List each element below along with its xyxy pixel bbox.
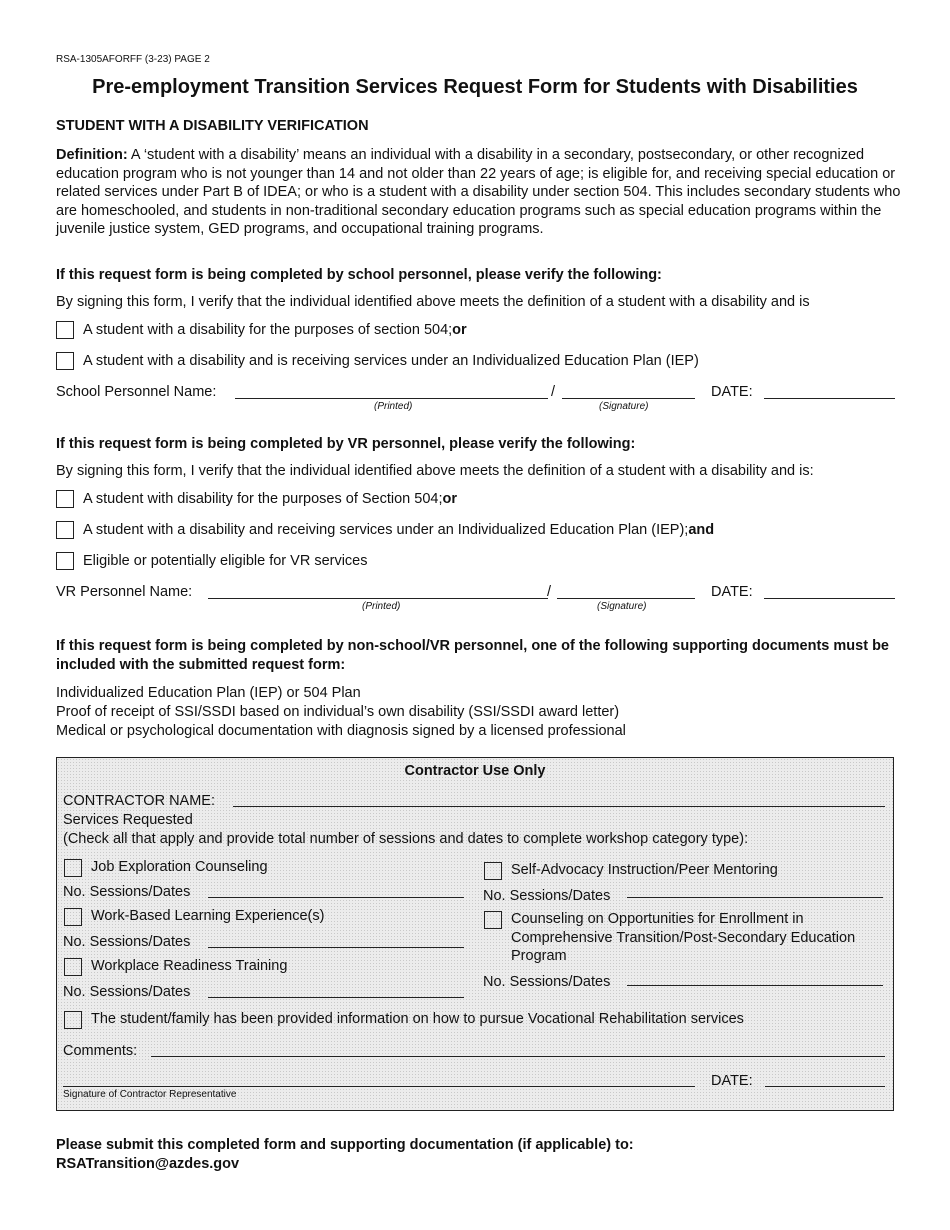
- vr-504-label: A student with disability for the purposes of Section 504;: [83, 491, 443, 507]
- vr-option-eligible[interactable]: [56, 552, 368, 570]
- vr-heading: If this request form is being completed by VR personnel, please verify the following:: [56, 436, 636, 452]
- workplace-sessions-label: No. Sessions/Dates: [63, 984, 191, 1000]
- school-printed-name-field[interactable]: [235, 398, 548, 399]
- comments-field[interactable]: [151, 1056, 885, 1057]
- supporting-documents-list: [56, 684, 626, 740]
- work-based-option[interactable]: [64, 907, 324, 926]
- section-heading: STUDENT WITH A DISABILITY VERIFICATION: [56, 118, 369, 134]
- submission-instructions: [56, 1136, 634, 1174]
- school-heading: If this request form is being completed by school personnel, please verify the following:: [56, 267, 662, 283]
- school-slash: /: [551, 384, 556, 400]
- vr-signature-field[interactable]: [557, 598, 695, 599]
- definition-label: Definition:: [56, 147, 128, 163]
- submission-text: Please submit this completed form and supporting documentation (if applicable) to:: [56, 1137, 634, 1153]
- vr-printed-caption: (Printed): [362, 601, 401, 612]
- vr-option-504[interactable]: [56, 490, 457, 508]
- job-exploration-label: Job Exploration Counseling: [91, 859, 268, 875]
- contractor-use-box: [56, 757, 894, 1111]
- vr-date-label: DATE:: [711, 584, 753, 600]
- school-option-iep[interactable]: [56, 352, 699, 370]
- vr-info-checkbox[interactable]: [64, 1011, 82, 1029]
- school-printed-caption: (Printed): [374, 401, 413, 412]
- work-based-label: Work-Based Learning Experience(s): [91, 908, 325, 924]
- school-signature-field[interactable]: [562, 398, 695, 399]
- counseling-option[interactable]: [484, 910, 884, 966]
- counseling-sessions-label: No. Sessions/Dates: [483, 974, 611, 990]
- work-based-sessions-field[interactable]: [208, 947, 464, 948]
- job-exploration-sessions-field[interactable]: [208, 897, 464, 898]
- work-based-checkbox[interactable]: [64, 908, 82, 926]
- vr-signature-caption: (Signature): [597, 601, 647, 612]
- doc-item-iep: Individualized Education Plan (IEP) or 504 Plan: [56, 685, 361, 701]
- contractor-date-field[interactable]: [765, 1086, 885, 1087]
- contractor-signature-field[interactable]: [63, 1086, 695, 1087]
- counseling-sessions-field[interactable]: [627, 985, 883, 986]
- job-exploration-option[interactable]: [64, 858, 268, 877]
- vr-statement: By signing this form, I verify that the individual identified above meets the definition of a student with a disability and is:: [56, 463, 814, 479]
- school-504-or: or: [452, 322, 467, 338]
- vr-info-label: The student/family has been provided information on how to pursue Vocational Rehabilitation services: [91, 1011, 744, 1027]
- vr-eligible-label: Eligible or potentially eligible for VR services: [83, 553, 368, 569]
- submission-email: RSATransition@azdes.gov: [56, 1156, 240, 1172]
- vr-option-iep[interactable]: [56, 521, 714, 539]
- vr-eligible-checkbox[interactable]: [56, 552, 74, 570]
- contractor-name-field[interactable]: [233, 806, 885, 807]
- vr-iep-label: A student with a disability and receiving services under an Individualized Education Plan (IEP);: [83, 522, 689, 538]
- contractor-title: Contractor Use Only: [404, 763, 546, 779]
- job-exploration-sessions-label: No. Sessions/Dates: [63, 884, 191, 900]
- workplace-readiness-option[interactable]: [64, 957, 287, 976]
- school-signature-caption: (Signature): [599, 401, 649, 412]
- school-504-checkbox[interactable]: [56, 321, 74, 339]
- vr-printed-name-field[interactable]: [208, 598, 548, 599]
- nonschool-heading: If this request form is being completed by non-school/VR personnel, one of the following supporting documents must be included with the submitted request form:: [56, 638, 889, 673]
- contractor-signature-caption: Signature of Contractor Representative: [63, 1089, 237, 1100]
- comments-label: Comments:: [63, 1043, 138, 1059]
- self-advocacy-checkbox[interactable]: [484, 862, 502, 880]
- school-date-field[interactable]: [764, 398, 895, 399]
- vr-504-or: or: [442, 491, 457, 507]
- vr-date-field[interactable]: [764, 598, 895, 599]
- services-requested-label: Services Requested: [63, 812, 193, 828]
- school-statement: By signing this form, I verify that the individual identified above meets the definition of a student with a disability and is: [56, 294, 810, 310]
- school-option-504[interactable]: [56, 321, 467, 339]
- workplace-sessions-field[interactable]: [208, 997, 464, 998]
- doc-item-ssi: Proof of receipt of SSI/SSDI based on individual’s own disability (SSI/SSDI award letter): [56, 703, 620, 720]
- school-504-label: A student with a disability for the purposes of section 504;: [83, 322, 453, 338]
- doc-item-medical: Medical or psychological documentation with diagnosis signed by a licensed professional: [56, 722, 626, 739]
- self-advocacy-label: Self-Advocacy Instruction/Peer Mentoring: [511, 862, 778, 878]
- definition-paragraph: [56, 146, 901, 239]
- school-iep-label: A student with a disability and is receiving services under an Individualized Education Plan (IEP): [83, 353, 699, 369]
- school-iep-checkbox[interactable]: [56, 352, 74, 370]
- workplace-readiness-checkbox[interactable]: [64, 958, 82, 976]
- work-based-sessions-label: No. Sessions/Dates: [63, 934, 191, 950]
- counseling-label: Counseling on Opportunities for Enrollment in Comprehensive Transition/Post-Secondary Education Program: [511, 911, 856, 964]
- vr-iep-checkbox[interactable]: [56, 521, 74, 539]
- contractor-date-label: DATE:: [711, 1073, 753, 1089]
- vr-slash: /: [547, 584, 552, 600]
- contractor-name-label: CONTRACTOR NAME:: [63, 793, 215, 809]
- vr-name-label: VR Personnel Name:: [56, 584, 193, 600]
- self-advocacy-sessions-field[interactable]: [627, 897, 883, 898]
- vr-info-option[interactable]: [64, 1010, 744, 1029]
- vr-504-checkbox[interactable]: [56, 490, 74, 508]
- counseling-checkbox[interactable]: [484, 911, 502, 929]
- services-note: (Check all that apply and provide total number of sessions and dates to complete workshop category type):: [63, 831, 749, 847]
- self-advocacy-option[interactable]: [484, 861, 778, 880]
- definition-text: A ‘student with a disability’ means an individual with a disability in a secondary, postsecondary, or other recognized education program who is not younger than 14 and not older than 22 years of age; is eligible for, and receiving special education or related services under Part B of IDEA; or who is a student with a disability under section 504. This includes secondary students who are homeschooled, and students in non-traditional secondary education programs such as special education programs within the juvenile justice system, GED programs, and occupational training programs.: [56, 147, 901, 238]
- school-date-label: DATE:: [711, 384, 753, 400]
- page-title: Pre-employment Transition Services Request Form for Students with Disabilities: [92, 76, 858, 98]
- self-advocacy-sessions-label: No. Sessions/Dates: [483, 888, 611, 904]
- vr-iep-and: and: [688, 522, 715, 538]
- job-exploration-checkbox[interactable]: [64, 859, 82, 877]
- form-code: RSA-1305AFORFF (3-23) PAGE 2: [56, 54, 210, 65]
- workplace-readiness-label: Workplace Readiness Training: [91, 958, 288, 974]
- school-name-label: School Personnel Name:: [56, 384, 217, 400]
